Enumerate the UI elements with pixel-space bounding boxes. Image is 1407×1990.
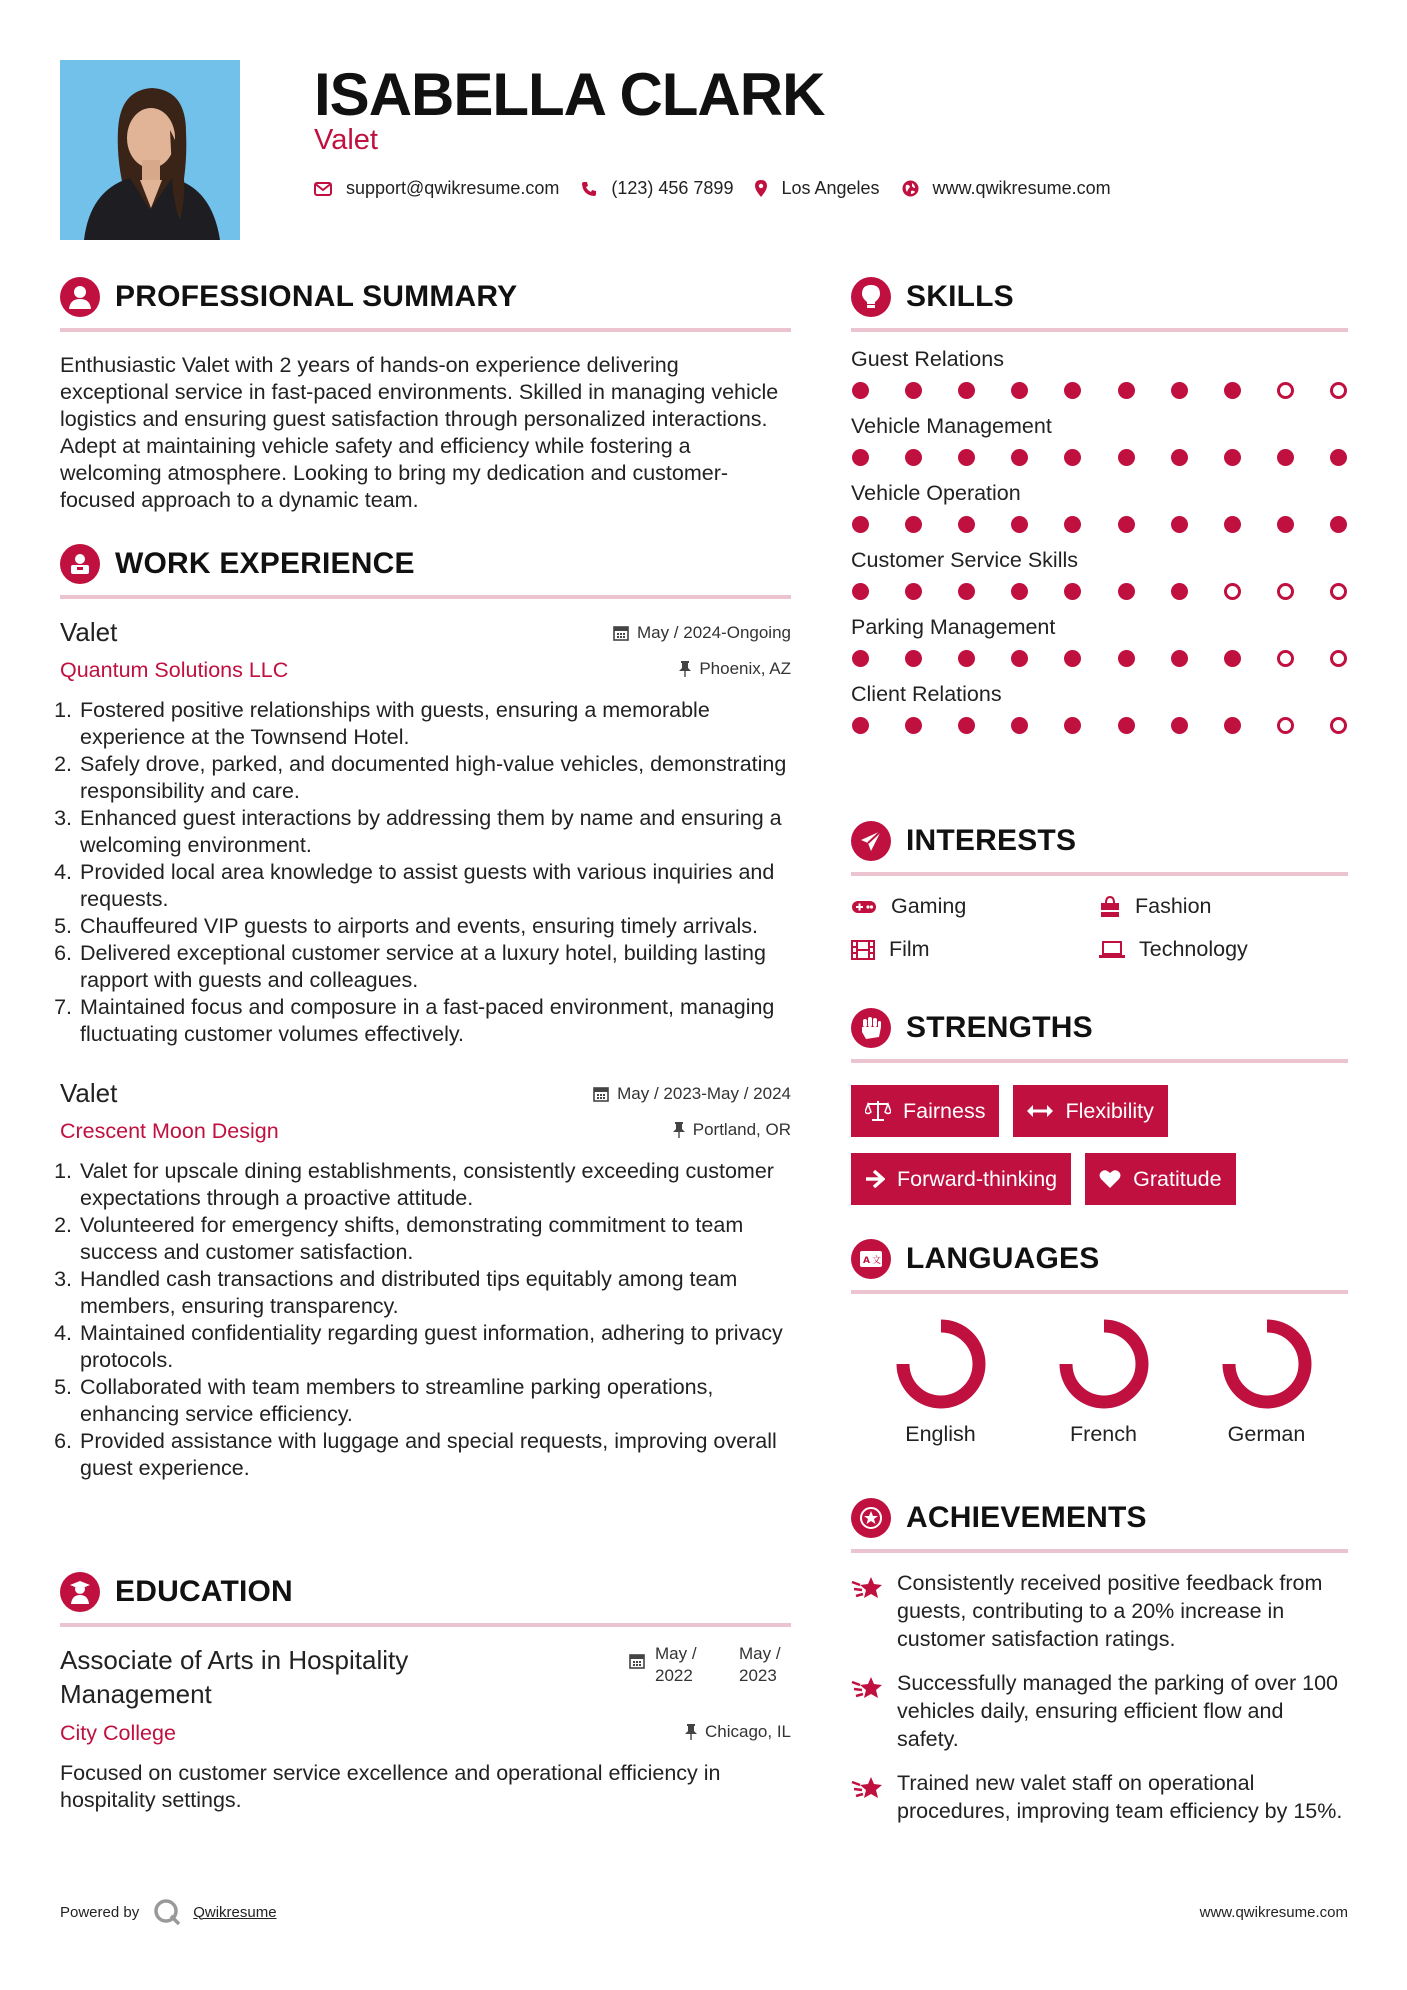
rating-dot-filled bbox=[1011, 650, 1028, 667]
education-school: City College bbox=[60, 1721, 176, 1745]
job-bullets bbox=[60, 1158, 791, 1482]
strengths-list bbox=[851, 1085, 1348, 1221]
rating-dot-filled bbox=[1064, 650, 1081, 667]
job-entry bbox=[60, 1078, 791, 1482]
bullet-item: 1. Valet for upscale dining establishments, consistently exceeding customer expectations through a proactive attitude. bbox=[78, 1158, 791, 1212]
job-dates-text: May / 2024-Ongoing bbox=[636, 623, 791, 642]
summary-heading: PROFESSIONAL SUMMARY bbox=[115, 280, 518, 313]
strength-label: Forward-thinking bbox=[897, 1166, 1058, 1191]
skill-rating bbox=[851, 382, 1348, 399]
languages-heading: LANGUAGES bbox=[906, 1242, 1100, 1275]
rating-dot-filled bbox=[958, 382, 975, 399]
rating-dot-filled bbox=[1118, 382, 1135, 399]
rating-dot-filled bbox=[1277, 449, 1294, 466]
achievement-item bbox=[851, 1669, 1348, 1753]
skills-heading: SKILLS bbox=[906, 280, 1014, 313]
section-divider bbox=[60, 1623, 791, 1627]
rating-dot-empty bbox=[1277, 382, 1294, 399]
job-bullets bbox=[60, 697, 791, 1048]
fist-icon bbox=[851, 1008, 891, 1048]
qwikresume-logo-icon bbox=[153, 1898, 181, 1926]
rating-dot-empty bbox=[1277, 650, 1294, 667]
skill-item bbox=[851, 615, 1348, 667]
rating-dot-empty bbox=[1224, 583, 1241, 600]
proficiency-arc bbox=[903, 1326, 979, 1402]
envelope-icon bbox=[314, 182, 332, 196]
strength-label: Flexibility bbox=[1065, 1098, 1154, 1123]
skill-rating bbox=[851, 449, 1348, 466]
education-end-month: May / bbox=[739, 1644, 781, 1663]
strength-tag bbox=[851, 1153, 1071, 1205]
section-divider bbox=[851, 1549, 1348, 1553]
rating-dot-filled bbox=[905, 583, 922, 600]
footer-website[interactable]: www.qwikresume.com bbox=[1199, 1904, 1348, 1921]
rating-dot-filled bbox=[1224, 449, 1241, 466]
job-location-text: Phoenix, AZ bbox=[699, 659, 791, 678]
calendar-icon bbox=[593, 1086, 609, 1102]
rating-dot-filled bbox=[1224, 516, 1241, 533]
paper-plane-icon bbox=[851, 821, 891, 861]
rating-dot-filled bbox=[1064, 382, 1081, 399]
rating-dot-filled bbox=[1118, 449, 1135, 466]
rating-dot-filled bbox=[1224, 382, 1241, 399]
experience-heading: WORK EXPERIENCE bbox=[115, 547, 415, 580]
section-divider bbox=[851, 1290, 1348, 1294]
interest-item bbox=[851, 894, 1099, 919]
summary-text: Enthusiastic Valet with 2 years of hands-on experience delivering exceptional service in fast-paced environments. Skilled in managing vehicle logistics and ensuring guest satisfaction through personalized interactions. Adept at maintaining vehicle safety and efficiency while fostering a welcoming atmosphere. Looking to bring my dedication and customer-focused approach to a dynamic team. bbox=[60, 353, 779, 512]
rating-dot-filled bbox=[1171, 717, 1188, 734]
laptop-icon bbox=[1099, 941, 1125, 959]
arrow-right-icon bbox=[865, 1170, 885, 1188]
language-item bbox=[1185, 1318, 1348, 1447]
email-text: support@qwikresume.com bbox=[346, 178, 560, 198]
job-title: Valet bbox=[60, 1078, 118, 1108]
rating-dot-filled bbox=[1011, 449, 1028, 466]
bullet-item: 7. Maintained focus and composure in a fast-paced environment, managing fluctuating customer volumes effectively. bbox=[78, 994, 791, 1048]
rating-dot-filled bbox=[1118, 650, 1135, 667]
section-divider bbox=[851, 1059, 1348, 1063]
education-section bbox=[60, 1571, 791, 1814]
rating-dot-filled bbox=[1118, 583, 1135, 600]
bullet-item: 3. Handled cash transactions and distributed tips equitably among team members, ensuring transparency. bbox=[78, 1266, 791, 1320]
bullet-item: 1. Fostered positive relationships with guests, ensuring a memorable experience at the Townsend Hotel. bbox=[78, 697, 791, 751]
job-dates bbox=[593, 1084, 791, 1104]
job-dates bbox=[613, 623, 791, 643]
graduate-icon bbox=[60, 1572, 100, 1612]
language-item bbox=[1022, 1318, 1185, 1447]
interest-label: Film bbox=[889, 937, 930, 961]
skill-name: Guest Relations bbox=[851, 347, 1004, 371]
interest-label: Fashion bbox=[1135, 894, 1212, 918]
skill-rating bbox=[851, 516, 1348, 533]
svg-text:文: 文 bbox=[872, 1256, 882, 1266]
language-proficiency-ring bbox=[1058, 1318, 1150, 1410]
rating-dot-filled bbox=[1224, 717, 1241, 734]
bullet-item: 3. Enhanced guest interactions by addressing them by name and ensuring a welcoming environment. bbox=[78, 805, 791, 859]
skill-item bbox=[851, 414, 1348, 466]
job-company: Quantum Solutions LLC bbox=[60, 658, 289, 682]
skill-item bbox=[851, 481, 1348, 533]
section-divider bbox=[851, 872, 1348, 876]
skill-rating bbox=[851, 717, 1348, 734]
education-location bbox=[685, 1722, 791, 1742]
section-divider bbox=[851, 328, 1348, 332]
section-divider bbox=[60, 595, 791, 599]
job-location-text: Portland, OR bbox=[692, 1120, 791, 1139]
website-text: www.qwikresume.com bbox=[932, 178, 1111, 198]
education-heading: EDUCATION bbox=[115, 1575, 293, 1608]
rating-dot-filled bbox=[1011, 717, 1028, 734]
globe-icon bbox=[902, 180, 919, 197]
education-description: Focused on customer service excellence and operational efficiency in hospitality settings. bbox=[60, 1761, 721, 1812]
rating-dot-filled bbox=[905, 717, 922, 734]
languages-section bbox=[851, 1238, 1348, 1447]
bullet-item: 5. Chauffeured VIP guests to airports and events, ensuring timely arrivals. bbox=[78, 913, 791, 940]
achievement-item bbox=[851, 1569, 1348, 1653]
skill-rating bbox=[851, 650, 1348, 667]
language-name: German bbox=[1227, 1422, 1306, 1446]
rating-dot-filled bbox=[958, 650, 975, 667]
svg-text:A: A bbox=[863, 1256, 870, 1266]
briefcase-user-icon bbox=[60, 544, 100, 584]
interest-label: Technology bbox=[1139, 937, 1248, 961]
rating-dot-filled bbox=[1171, 382, 1188, 399]
map-pin-icon bbox=[755, 180, 767, 197]
job-company: Crescent Moon Design bbox=[60, 1119, 279, 1143]
rating-dot-filled bbox=[905, 382, 922, 399]
language-proficiency-ring bbox=[1221, 1318, 1313, 1410]
language-name: French bbox=[1070, 1422, 1137, 1446]
language-name: English bbox=[905, 1422, 976, 1446]
rating-dot-empty bbox=[1277, 583, 1294, 600]
rating-dot-filled bbox=[1171, 516, 1188, 533]
bullet-item: 2. Safely drove, parked, and documented high-value vehicles, demonstrating responsibility and care. bbox=[78, 751, 791, 805]
education-degree: Associate of Arts in Hospitality Management bbox=[60, 1645, 409, 1709]
rating-dot-filled bbox=[1011, 382, 1028, 399]
location-text: Los Angeles bbox=[781, 178, 880, 198]
rating-dot-filled bbox=[1011, 583, 1028, 600]
rating-dot-filled bbox=[1330, 449, 1347, 466]
contact-website[interactable] bbox=[902, 178, 1111, 199]
rating-dot-filled bbox=[958, 516, 975, 533]
languages-list bbox=[851, 1318, 1348, 1447]
skills-section bbox=[851, 276, 1348, 734]
candidate-name: ISABELLA CLARK bbox=[314, 61, 825, 128]
education-start-year: 2022 bbox=[655, 1666, 693, 1685]
interest-label: Gaming bbox=[891, 894, 967, 918]
rating-dot-filled bbox=[1171, 449, 1188, 466]
interests-list bbox=[851, 894, 1348, 962]
skill-name: Client Relations bbox=[851, 682, 1002, 706]
rating-dot-empty bbox=[1330, 382, 1347, 399]
rating-dot-empty bbox=[1330, 583, 1347, 600]
rating-dot-filled bbox=[905, 516, 922, 533]
shooting-star-icon bbox=[851, 1773, 885, 1801]
bullet-item: 6. Provided assistance with luggage and special requests, improving overall guest experience. bbox=[78, 1428, 791, 1482]
rating-dot-filled bbox=[1118, 717, 1135, 734]
summary-section bbox=[60, 276, 791, 514]
job-location bbox=[679, 659, 791, 679]
contact-phone[interactable] bbox=[581, 178, 733, 199]
skill-name: Parking Management bbox=[851, 615, 1056, 639]
contact-email[interactable] bbox=[314, 178, 559, 199]
bullet-item: 4. Maintained confidentiality regarding guest information, adhering to privacy protocols. bbox=[78, 1320, 791, 1374]
interests-section bbox=[851, 820, 1348, 962]
pushpin-icon bbox=[685, 1724, 697, 1740]
strength-tag bbox=[851, 1085, 999, 1137]
rating-dot-filled bbox=[1011, 516, 1028, 533]
education-end-year: 2023 bbox=[739, 1666, 777, 1685]
rating-dot-filled bbox=[1064, 717, 1081, 734]
education-start-month: May / bbox=[655, 1644, 697, 1663]
candidate-title: Valet bbox=[314, 124, 378, 156]
bullet-item: 6. Delivered exceptional customer service at a luxury hotel, building lasting rapport with guests and colleagues. bbox=[78, 940, 791, 994]
skill-item bbox=[851, 347, 1348, 399]
job-location bbox=[673, 1120, 791, 1140]
rating-dot-filled bbox=[1064, 583, 1081, 600]
star-badge-icon bbox=[851, 1498, 891, 1538]
section-divider bbox=[60, 328, 791, 332]
shopping-bag-icon bbox=[1099, 896, 1121, 918]
language-proficiency-ring bbox=[895, 1318, 987, 1410]
rating-dot-empty bbox=[1330, 717, 1347, 734]
skill-name: Vehicle Operation bbox=[851, 481, 1021, 505]
rating-dot-filled bbox=[1330, 516, 1347, 533]
language-icon bbox=[851, 1239, 891, 1279]
job-dates-text: May / 2023-May / 2024 bbox=[617, 1084, 791, 1103]
rating-dot-empty bbox=[1330, 650, 1347, 667]
rating-dot-filled bbox=[852, 449, 869, 466]
strengths-heading: STRENGTHS bbox=[906, 1011, 1093, 1044]
achievement-text: Successfully managed the parking of over 100 vehicles daily, ensuring efficient flow and safety. bbox=[897, 1671, 1339, 1751]
skill-item bbox=[851, 682, 1348, 734]
skill-name: Vehicle Management bbox=[851, 414, 1052, 438]
skills-list bbox=[851, 347, 1348, 734]
interests-heading: INTERESTS bbox=[906, 824, 1077, 857]
rating-dot-filled bbox=[852, 650, 869, 667]
pushpin-icon bbox=[673, 1122, 685, 1138]
powered-by-text: Powered by bbox=[60, 1903, 140, 1921]
job-title: Valet bbox=[60, 617, 118, 647]
language-item bbox=[859, 1318, 1022, 1447]
film-icon bbox=[851, 940, 875, 960]
qwikresume-link[interactable]: Qwikresume bbox=[193, 1903, 277, 1921]
shooting-star-icon bbox=[851, 1673, 885, 1701]
rating-dot-filled bbox=[1064, 449, 1081, 466]
rating-dot-filled bbox=[905, 650, 922, 667]
strength-label: Gratitude bbox=[1133, 1166, 1222, 1191]
achievements-heading: ACHIEVEMENTS bbox=[906, 1501, 1147, 1534]
rating-dot-filled bbox=[852, 717, 869, 734]
lightbulb-icon bbox=[851, 277, 891, 317]
education-dates bbox=[629, 1643, 791, 1711]
calendar-icon bbox=[613, 625, 629, 641]
strength-label: Fairness bbox=[903, 1098, 986, 1123]
phone-icon bbox=[581, 181, 597, 197]
achievement-item bbox=[851, 1769, 1348, 1825]
strength-tag bbox=[1013, 1085, 1167, 1137]
contact-bar bbox=[314, 178, 1133, 199]
rating-dot-filled bbox=[1171, 583, 1188, 600]
rating-dot-filled bbox=[1118, 516, 1135, 533]
phone-text: (123) 456 7899 bbox=[611, 178, 734, 198]
rating-dot-filled bbox=[905, 449, 922, 466]
pushpin-icon bbox=[679, 661, 691, 677]
rating-dot-filled bbox=[852, 583, 869, 600]
gamepad-icon bbox=[851, 899, 877, 915]
heart-icon bbox=[1099, 1169, 1121, 1189]
skill-item bbox=[851, 548, 1348, 600]
interest-item bbox=[1099, 937, 1348, 962]
rating-dot-filled bbox=[958, 583, 975, 600]
rating-dot-filled bbox=[1064, 516, 1081, 533]
education-location-text: Chicago, IL bbox=[705, 1722, 791, 1741]
bullet-item: 5. Collaborated with team members to streamline parking operations, enhancing service efficiency. bbox=[78, 1374, 791, 1428]
strengths-section bbox=[851, 1007, 1348, 1221]
achievements-list bbox=[851, 1569, 1348, 1825]
achievement-text: Trained new valet staff on operational procedures, improving team efficiency by 15%. bbox=[897, 1771, 1343, 1823]
rating-dot-filled bbox=[1171, 650, 1188, 667]
achievements-section bbox=[851, 1497, 1348, 1825]
experience-section bbox=[60, 543, 791, 1482]
shooting-star-icon bbox=[851, 1573, 885, 1601]
user-icon bbox=[60, 277, 100, 317]
calendar-icon bbox=[629, 1653, 645, 1669]
strength-tag bbox=[1085, 1153, 1235, 1205]
skill-name: Customer Service Skills bbox=[851, 548, 1078, 572]
bullet-item: 2. Volunteered for emergency shifts, demonstrating commitment to team success and customer satisfaction. bbox=[78, 1212, 791, 1266]
rating-dot-filled bbox=[852, 516, 869, 533]
rating-dot-filled bbox=[958, 717, 975, 734]
profile-photo bbox=[60, 60, 240, 240]
rating-dot-filled bbox=[1224, 650, 1241, 667]
rating-dot-empty bbox=[1277, 717, 1294, 734]
interest-item bbox=[851, 937, 1099, 962]
proficiency-arc bbox=[1066, 1326, 1142, 1402]
footer-powered-by bbox=[60, 1898, 277, 1926]
proficiency-arc bbox=[1229, 1326, 1305, 1402]
skill-rating bbox=[851, 583, 1348, 600]
achievement-text: Consistently received positive feedback from guests, contributing to a 20% increase in customer satisfaction ratings. bbox=[897, 1571, 1323, 1651]
bullet-item: 4. Provided local area knowledge to assist guests with various inquiries and requests. bbox=[78, 859, 791, 913]
contact-location bbox=[755, 178, 879, 199]
rating-dot-filled bbox=[852, 382, 869, 399]
interest-item bbox=[1099, 894, 1348, 919]
arrows-horizontal-icon bbox=[1027, 1104, 1053, 1118]
job-entry bbox=[60, 617, 791, 1048]
rating-dot-filled bbox=[1277, 516, 1294, 533]
rating-dot-filled bbox=[958, 449, 975, 466]
balance-scale-icon bbox=[865, 1100, 891, 1122]
